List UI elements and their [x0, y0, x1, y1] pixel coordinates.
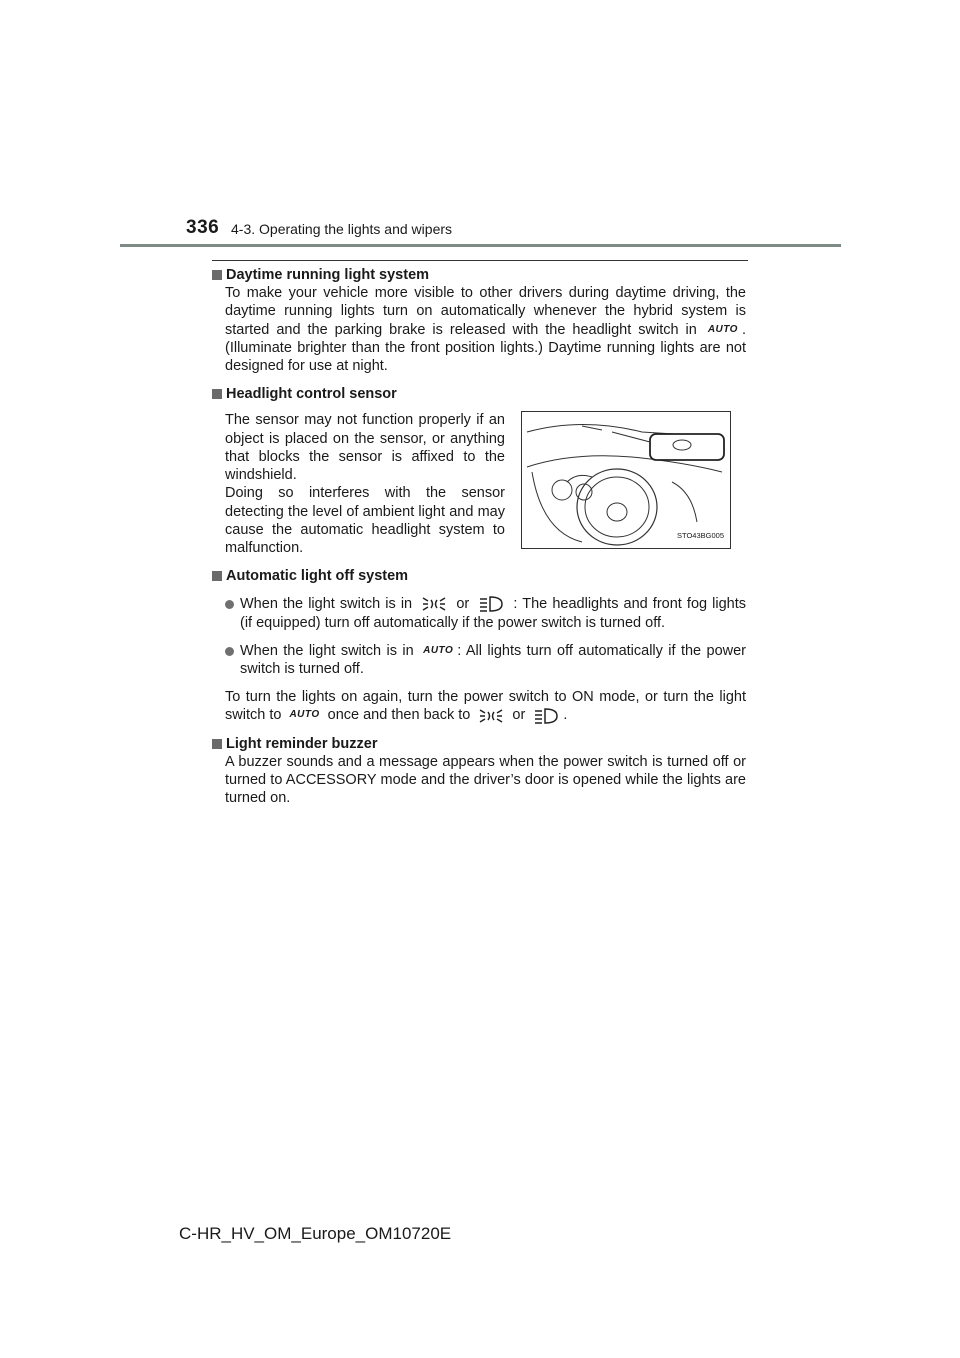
bullet-2-text-a: When the light switch is in — [240, 642, 414, 659]
square-bullet-icon — [212, 739, 222, 749]
square-bullet-icon — [212, 389, 222, 399]
daytime-text — [225, 284, 746, 375]
dashboard-sensor-figure — [521, 411, 731, 549]
square-bullet-icon — [212, 270, 222, 280]
auto-off-para — [225, 688, 746, 724]
top-rule — [212, 260, 748, 261]
buzzer-heading — [212, 735, 746, 753]
bullet-1-text-b: : The headlights and front fog lights (if equipped) turn off automatically if the power switch is turned off. — [240, 596, 747, 631]
auto-icon: AUTO — [423, 644, 454, 656]
sensor-text-2: Doing so interferes with the sensor detecting the level of ambient light and may cause the automatic headlight system to malfunction. — [225, 485, 505, 556]
para-text-b: once and then back to — [327, 707, 471, 724]
daytime-text-1: To make your vehicle more visible to other drivers during daytime driving, the daytime running lights turn on automatically whenever the hybrid system is started and the parking brake is released with the headlight switch in — [225, 285, 746, 338]
daytime-text-2: . (Illuminate brighter than the front position lights.) Daytime running lights are not designed for use at night. — [225, 321, 746, 375]
para-or: or — [512, 707, 526, 724]
headlight-icon — [478, 595, 504, 613]
bullet-1-or: or — [456, 596, 470, 613]
auto-off-bullet-2 — [225, 642, 746, 678]
position-light-icon — [421, 595, 447, 613]
bullet-dot-icon — [225, 600, 234, 609]
page-number: 336 — [186, 217, 220, 238]
auto-icon: AUTO — [707, 323, 738, 335]
position-light-icon — [478, 707, 504, 725]
auto-off-heading — [212, 567, 746, 585]
daytime-heading-text: Daytime running light system — [226, 267, 430, 283]
sensor-text-1: The sensor may not function properly if an object is placed on the sensor, or anything that blocks the sensor is affixed to the windshield. — [225, 412, 505, 484]
bullet-1-text-a: When the light switch is in — [240, 596, 413, 613]
sensor-text — [225, 411, 505, 557]
footer-doc-id: C-HR_HV_OM_Europe_OM10720E — [179, 1224, 452, 1243]
auto-icon: AUTO — [289, 709, 320, 721]
headlight-icon — [533, 707, 559, 725]
para-end: . — [563, 707, 568, 724]
daytime-heading — [212, 266, 746, 284]
section-title: 4-3. Operating the lights and wipers — [231, 221, 453, 237]
auto-off-heading-text: Automatic light off system — [226, 568, 409, 585]
content — [212, 266, 746, 807]
bullet-2-text-b: : All lights turn off automatically if the power switch is turned off. — [240, 642, 747, 677]
sensor-heading — [212, 385, 746, 403]
para-text-a: To turn the lights on again, turn the power switch to ON mode, or turn the light switch to — [225, 689, 746, 724]
sensor-heading-text: Headlight control sensor — [226, 386, 397, 403]
auto-off-bullet-1 — [225, 595, 746, 631]
bullet-dot-icon — [225, 647, 234, 656]
sensor-row — [225, 411, 746, 557]
header-rule — [120, 244, 841, 247]
figure-code: STO43BG005 — [677, 531, 724, 541]
buzzer-heading-text: Light reminder buzzer — [226, 735, 378, 752]
buzzer-text: A buzzer sounds and a message appears when the power switch is turned off or turned to ACCESSORY mode and the driver’s door is opened while the lights are turned on. — [225, 753, 746, 807]
square-bullet-icon — [212, 571, 222, 581]
